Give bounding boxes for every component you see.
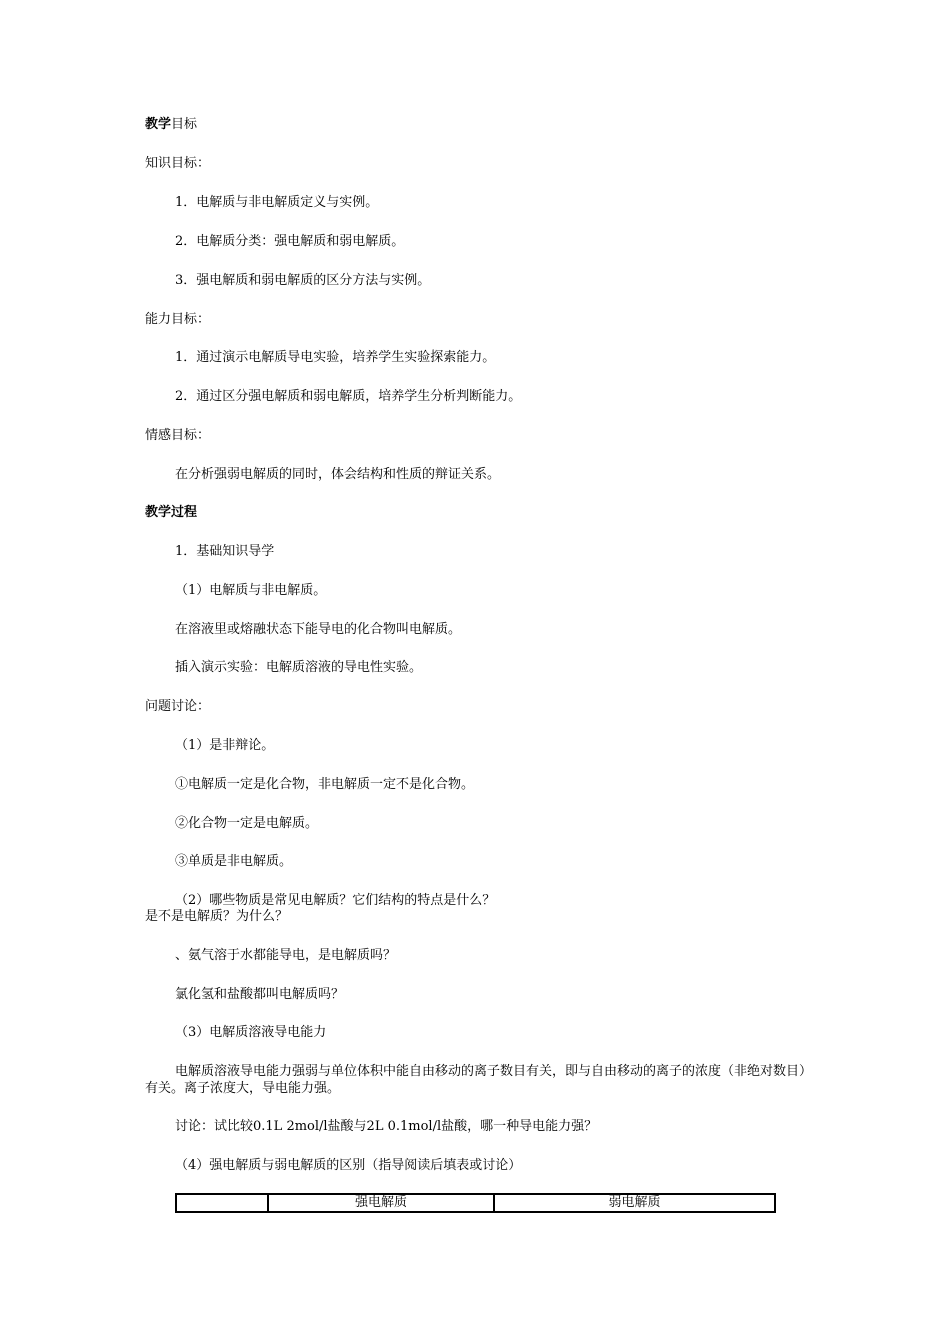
discussion-label: 问题讨论： xyxy=(145,699,211,714)
knowledge-item: 1．电解质与非电解质定义与实例。 xyxy=(175,195,379,210)
table-header-cell: 强电解质 xyxy=(268,1194,494,1212)
debate-item: ③单质是非电解质。 xyxy=(175,854,293,869)
comparison-table xyxy=(175,1193,776,1213)
emotion-goals-text: 在分析强弱电解质的同时，体会结构和性质的辩证关系。 xyxy=(175,467,501,482)
ability-goals-label: 能力目标： xyxy=(145,312,211,327)
demo-experiment: 插入演示实验：电解质溶液的导电性实验。 xyxy=(175,660,423,675)
knowledge-goals-label: 知识目标： xyxy=(145,156,211,171)
ability-item: 1．通过演示电解质导电实验，培养学生实验探索能力。 xyxy=(175,350,496,365)
ability-item: 2．通过区分强电解质和弱电解质，培养学生分析判断能力。 xyxy=(175,389,522,404)
debate-heading: （1）是非辩论。 xyxy=(175,738,275,753)
heading-goals-rest: 目标 xyxy=(171,117,198,132)
knowledge-item: 3．强电解质和弱电解质的区分方法与实例。 xyxy=(175,273,431,288)
question-2-line-2: 是不是电解质？为什么？ xyxy=(145,909,289,924)
process-sub-1: （1）电解质与非电解质。 xyxy=(175,583,327,598)
conductivity-paragraph: 电解质溶液导电能力强弱与单位体积中能自由移动的离子数目有关，即与自由移动的离子的浓度（非绝对数目）有关。离子浓度大，导电能力强。 xyxy=(145,1064,806,1096)
question-ammonia: 、氨气溶于水都能导电，是电解质吗？ xyxy=(175,948,397,963)
heading-goals-bold: 教学 xyxy=(145,117,172,132)
process-step-1: 1．基础知识导学 xyxy=(175,544,275,559)
knowledge-item: 2．电解质分类：强电解质和弱电解质。 xyxy=(175,234,405,249)
electrolyte-definition: 在溶液里或熔融状态下能导电的化合物叫电解质。 xyxy=(175,622,462,637)
emotion-goals-label: 情感目标： xyxy=(145,428,211,443)
table-header-cell: 弱电解质 xyxy=(494,1194,775,1212)
debate-item: ②化合物一定是电解质。 xyxy=(175,816,319,831)
table-header-cell xyxy=(176,1194,268,1212)
compare-discussion: 讨论：试比较0.1L 2mol/l盐酸与2L 0.1mol/l盐酸，哪一种导电能力强？ xyxy=(175,1119,598,1134)
heading-teaching-process: 教学过程 xyxy=(145,505,198,520)
process-sub-3: （3）电解质溶液导电能力 xyxy=(175,1025,327,1040)
question-2-line-1: （2）哪些物质是常见电解质？它们结构的特点是什么？ xyxy=(175,893,496,908)
table-header-row xyxy=(176,1194,775,1212)
process-sub-4: （4）强电解质与弱电解质的区别（指导阅读后填表或讨论） xyxy=(175,1158,522,1173)
heading-teaching-goals xyxy=(145,116,197,133)
debate-item: ①电解质一定是化合物，非电解质一定不是化合物。 xyxy=(175,777,475,792)
question-hcl: 氯化氢和盐酸都叫电解质吗？ xyxy=(175,987,345,1002)
